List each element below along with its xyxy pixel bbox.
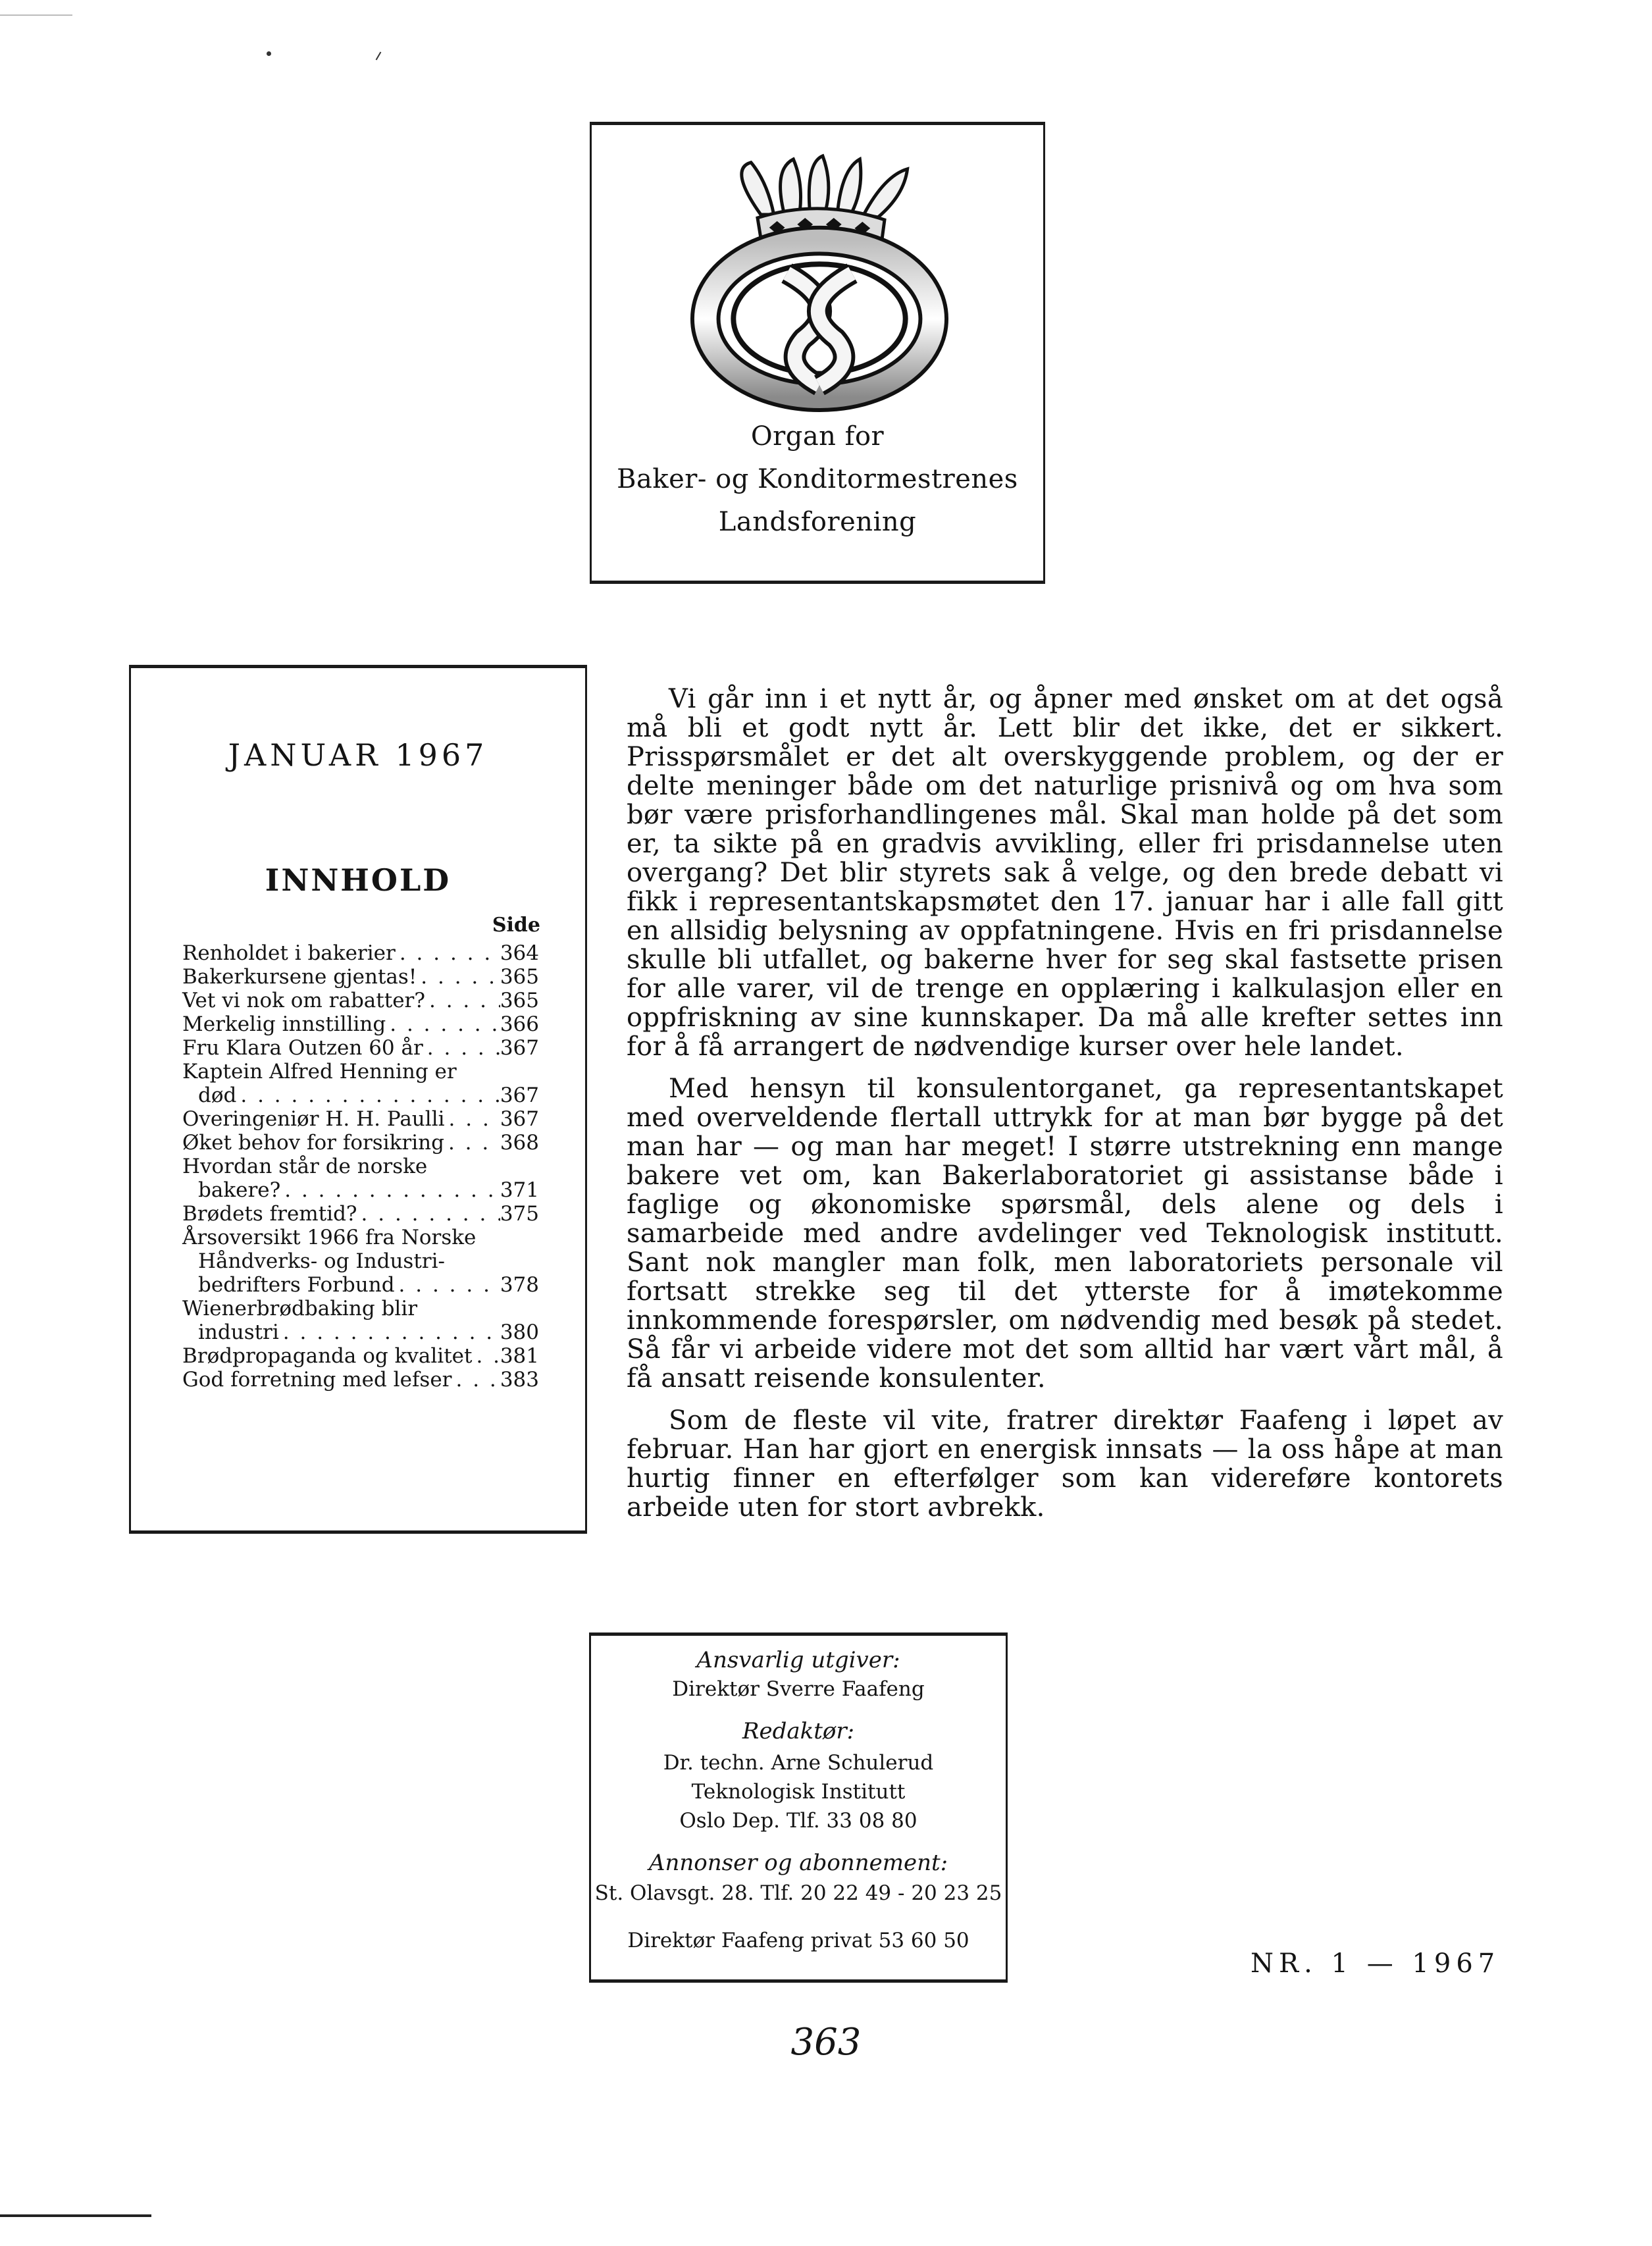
toc-item-page: 375 <box>500 1202 539 1226</box>
toc-item-page: 365 <box>500 965 539 989</box>
imprint-box <box>589 1632 1008 1983</box>
toc-leader-dots <box>395 1273 500 1297</box>
masthead-org-line-2: Baker- og Konditormestrenes <box>617 464 1018 494</box>
toc-item-title: Renholdet i bakerier <box>182 941 396 965</box>
toc-item-title: Brødpropaganda og kvalitet <box>182 1344 473 1368</box>
toc-item <box>182 1060 539 1107</box>
pretzel-crown-emblem <box>689 142 950 418</box>
toc-leader-dots <box>279 1320 500 1344</box>
toc-item-title: Bakerkursene gjentas! <box>182 965 417 989</box>
toc-item-title: Hvordan står de norske <box>182 1155 428 1178</box>
page-number: 363 <box>790 2021 862 2064</box>
toc-item-title: Øket behov for forsikring <box>182 1131 444 1155</box>
editorial-text <box>627 685 1503 1535</box>
toc-list <box>182 941 539 1392</box>
toc-item-page: 383 <box>500 1368 539 1392</box>
scan-artifact-tick <box>376 51 382 60</box>
toc-item-title-continued: industri <box>198 1320 279 1344</box>
toc-item <box>182 1107 539 1131</box>
issue-number: NR. 1 — 1967 <box>1251 1948 1501 1979</box>
toc-item <box>182 1297 539 1344</box>
ads-address: St. Olavsgt. 28. Tlf. 20 22 49 - 20 23 25 <box>594 1881 1002 1905</box>
editor-label: Redaktør: <box>742 1718 855 1744</box>
toc-item-page: 367 <box>500 1084 539 1107</box>
toc-item-page: 378 <box>500 1273 539 1297</box>
toc-item-title: Vet vi nok om rabatter? <box>182 989 425 1012</box>
issue-month: JANUAR 1967 <box>228 737 488 773</box>
toc-item-page: 371 <box>500 1178 539 1202</box>
publisher-label: Ansvarlig utgiver: <box>696 1647 900 1673</box>
toc-item-page: 368 <box>500 1131 539 1155</box>
scan-artifact-dot <box>267 51 271 56</box>
private-phone: Direktør Faafeng privat 53 60 50 <box>627 1929 969 1952</box>
toc-item <box>182 1036 539 1060</box>
editorial-paragraph-3: Som de fleste vil vite, fratrer direktør Faafeng i løpet av februar. Han har gjort en energisk innsats — la oss håpe at man hurtig finner en efterfølger som kan videreføre kontorets arbeide uten for stort avbrekk. <box>627 1405 1503 1523</box>
toc-leader-dots <box>452 1368 500 1392</box>
toc-leader-dots <box>423 1036 500 1060</box>
toc-leader-dots <box>445 1107 500 1131</box>
contents-box <box>129 665 587 1534</box>
editorial-paragraph-2: Med hensyn til konsulentorganet, ga representantskapet med overveldende flertall uttrykk for at man bør bygge på det man har — og man har meget! I større utstrekning enn mange bakere vet om, kan Bakerlaboratoriet gi assistanse både i faglige og økonomiske spørsmål, dels alene og dels i samarbeide med andre avdelinger ved Teknologisk institutt. Sant nok mangler man folk, men laboratoriets personale vil fortsatt strekke seg til det ytterste for å imøtekomme innkommende forespørsler, om nødvendig med besøk på stedet. Så får vi arbeide videre mot det som alltid har vært vårt mål, å få ansatt reisende konsulenter. <box>627 1074 1503 1394</box>
editor-org: Teknologisk Institutt <box>691 1780 906 1804</box>
toc-item-title: Årsoversikt 1966 fra Norske <box>182 1226 477 1249</box>
toc-item-page: 367 <box>500 1036 539 1060</box>
toc-item <box>182 1344 539 1368</box>
toc-heading: INNHOLD <box>265 862 452 898</box>
toc-item <box>182 1155 539 1202</box>
toc-item-page: 366 <box>500 1012 539 1036</box>
toc-leader-dots <box>444 1131 500 1155</box>
toc-item-title-continued: Håndverks- og Industri- <box>198 1249 445 1273</box>
toc-leader-dots <box>236 1084 500 1107</box>
toc-item-title: Brødets fremtid? <box>182 1202 357 1226</box>
toc-item-page: 364 <box>500 941 539 965</box>
toc-item <box>182 1131 539 1155</box>
toc-item-title: Merkelig innstilling <box>182 1012 386 1036</box>
masthead-org-line-3: Landsforening <box>718 507 917 537</box>
toc-item <box>182 1202 539 1226</box>
toc-item-title-continued: død <box>198 1084 237 1107</box>
toc-item <box>182 1012 539 1036</box>
toc-item-title: Kaptein Alfred Henning er <box>182 1060 457 1084</box>
toc-leader-dots <box>472 1344 500 1368</box>
toc-item-page: 365 <box>500 989 539 1012</box>
toc-item-title: God forretning med lefser <box>182 1368 452 1392</box>
masthead-box <box>590 122 1045 584</box>
toc-leader-dots <box>396 941 500 965</box>
editor-phone: Oslo Dep. Tlf. 33 08 80 <box>679 1809 917 1833</box>
ads-label: Annonser og abonnement: <box>648 1850 948 1876</box>
masthead-org-line-1: Organ for <box>750 421 885 452</box>
editorial-paragraph-1: Vi går inn i et nytt år, og åpner med ønsket om at det også må bli et godt nytt år. Lett blir det ikke, det er sikkert. Prisspørsmålet er det alt overskyggende problem, og der er delte meninger både om det naturlige prisnivå og om hva som bør være prisforhandlingenes mål. Skal man holde på det som er, ta sikte på en gradvis avvikling, eller fri prisdannelse uten overgang? Det blir styrets sak å velge, og den brede debatt vi fikk i representantskapsmøtet den 17. januar har i alle fall gitt en allsidig belysning av oppfatningene. Hvis en fri prisdannelse skulle bli utfallet, og bakerne hver for seg skal fastsette prisen for alle varer, vil de trenge en opplæring i kalkulasjon eller en oppfriskning av sine kunnskaper. Da må alle krefter settes inn for å få arrangert de nødvendige kurser over hele landet. <box>627 684 1503 1062</box>
toc-item <box>182 1226 539 1297</box>
scan-artifact-top <box>0 14 72 16</box>
toc-leader-dots <box>386 1012 500 1036</box>
toc-item-title-continued: bakere? <box>198 1178 281 1202</box>
toc-leader-dots <box>357 1202 500 1226</box>
toc-item <box>182 989 539 1012</box>
toc-item <box>182 941 539 965</box>
toc-leader-dots <box>425 989 500 1012</box>
toc-item-page: 380 <box>500 1320 539 1344</box>
toc-item-title: Wienerbrødbaking blir <box>182 1297 418 1320</box>
toc-item-title-continued: bedrifters Forbund <box>198 1273 395 1297</box>
toc-item-page: 381 <box>500 1344 539 1368</box>
toc-item <box>182 1368 539 1392</box>
toc-leader-dots <box>280 1178 500 1202</box>
toc-item-title: Fru Klara Outzen 60 år <box>182 1036 423 1060</box>
publisher-name: Direktør Sverre Faafeng <box>672 1677 925 1701</box>
toc-side-label: Side <box>492 914 540 937</box>
scan-artifact-bottom <box>0 2214 151 2217</box>
editor-name: Dr. techn. Arne Schulerud <box>663 1751 934 1775</box>
toc-item-title: Overingeniør H. H. Paulli <box>182 1107 445 1131</box>
toc-item <box>182 965 539 989</box>
toc-item-page: 367 <box>500 1107 539 1131</box>
toc-leader-dots <box>417 965 500 989</box>
